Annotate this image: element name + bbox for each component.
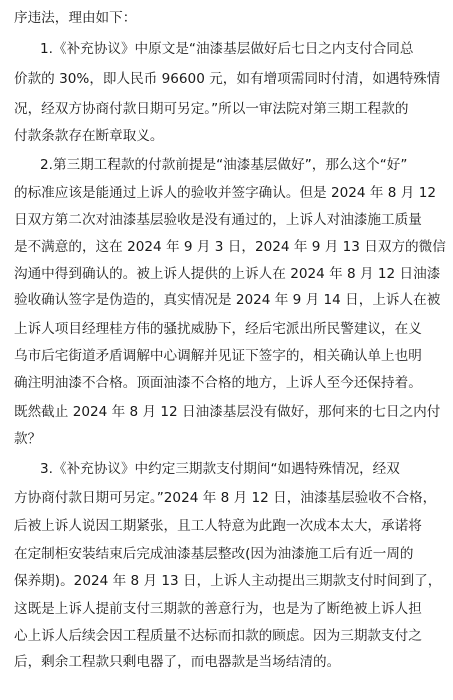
text-line: 验收确认签字是伪造的，真实情况是 2024 年 9 月 14 日，上诉人在被 bbox=[14, 292, 441, 308]
paragraph-1-first-line: 1.《补充协议》中原文是“油漆基层做好后七日之内支付合同总 bbox=[40, 41, 414, 57]
text-line: 后被上诉人说因工期紧张，且工人特意为此跑一次成本太大，承诺将 bbox=[14, 518, 422, 534]
text-line: 保养期)。2024 年 8 月 13 日，上诉人主动提出三期款支付时间到了， bbox=[14, 573, 442, 589]
text-line: 序违法，理由如下： bbox=[14, 10, 137, 26]
text-line: 付款条款存在断章取义。 bbox=[14, 128, 164, 144]
text-line: 这既是上诉人提前支付三期款的善意行为，也是为了断绝被上诉人担 bbox=[14, 601, 422, 617]
text-line: 后，剩余工程款只剩电器了，而电器款是当场结清的。 bbox=[14, 654, 341, 670]
text-line: 况，经双方协商付款日期可另定。”所以一审法院对第三期工程款的 bbox=[14, 101, 409, 117]
text-line: 沟通中得到确认的。被上诉人提供的上诉人在 2024 年 8 月 12 日油漆 bbox=[14, 266, 441, 282]
text-line: 上诉人项目经理桂方伟的骚扰威胁下，经后宅派出所民警建议，在义 bbox=[14, 321, 422, 337]
text-line: 确注明油漆不合格。顶面油漆不合格的地方，上诉人至今还保持着。 bbox=[14, 375, 422, 391]
text-line: 乌市后宅街道矛盾调解中心调解并见证下签字的，相关确认单上也明 bbox=[14, 348, 422, 364]
paragraph-3-first-line: 3.《补充协议》中约定三期款支付期间“如遇特殊情况，经双 bbox=[40, 461, 400, 477]
text-line: 日双方第二次对油漆基层验收是没有通过的，上诉人对油漆施工质量 bbox=[14, 212, 422, 228]
text-line: 方协商付款日期可另定。”2024 年 8 月 12 日，油漆基层验收不合格， bbox=[14, 490, 437, 506]
text-line: 是不满意的，这在 2024 年 9 月 3 日，2024 年 9 月 13 日双方的微信 bbox=[14, 239, 446, 255]
text-line: 心上诉人后续会因工程质量不达标而扣款的顾虑。因为三期款支付之 bbox=[14, 628, 422, 644]
text-line: 既然截止 2024 年 8 月 12 日油漆基层没有做好，那何来的七日之内付 bbox=[14, 404, 441, 420]
paragraph-2-first-line: 2.第三期工程款的付款前提是“油漆基层做好”，那么这个“好” bbox=[40, 157, 408, 173]
text-line: 的标准应该是能通过上诉人的验收并签字确认。但是 2024 年 8 月 12 bbox=[14, 185, 436, 201]
text-line: 在定制柜安装结束后完成油漆基层整改(因为油漆施工后有近一周的 bbox=[14, 546, 414, 562]
text-line: 价款的 30%，即人民币 96600 元，如有增项需同时付清，如遇特殊情 bbox=[14, 71, 441, 87]
text-line: 款？ bbox=[14, 431, 42, 447]
